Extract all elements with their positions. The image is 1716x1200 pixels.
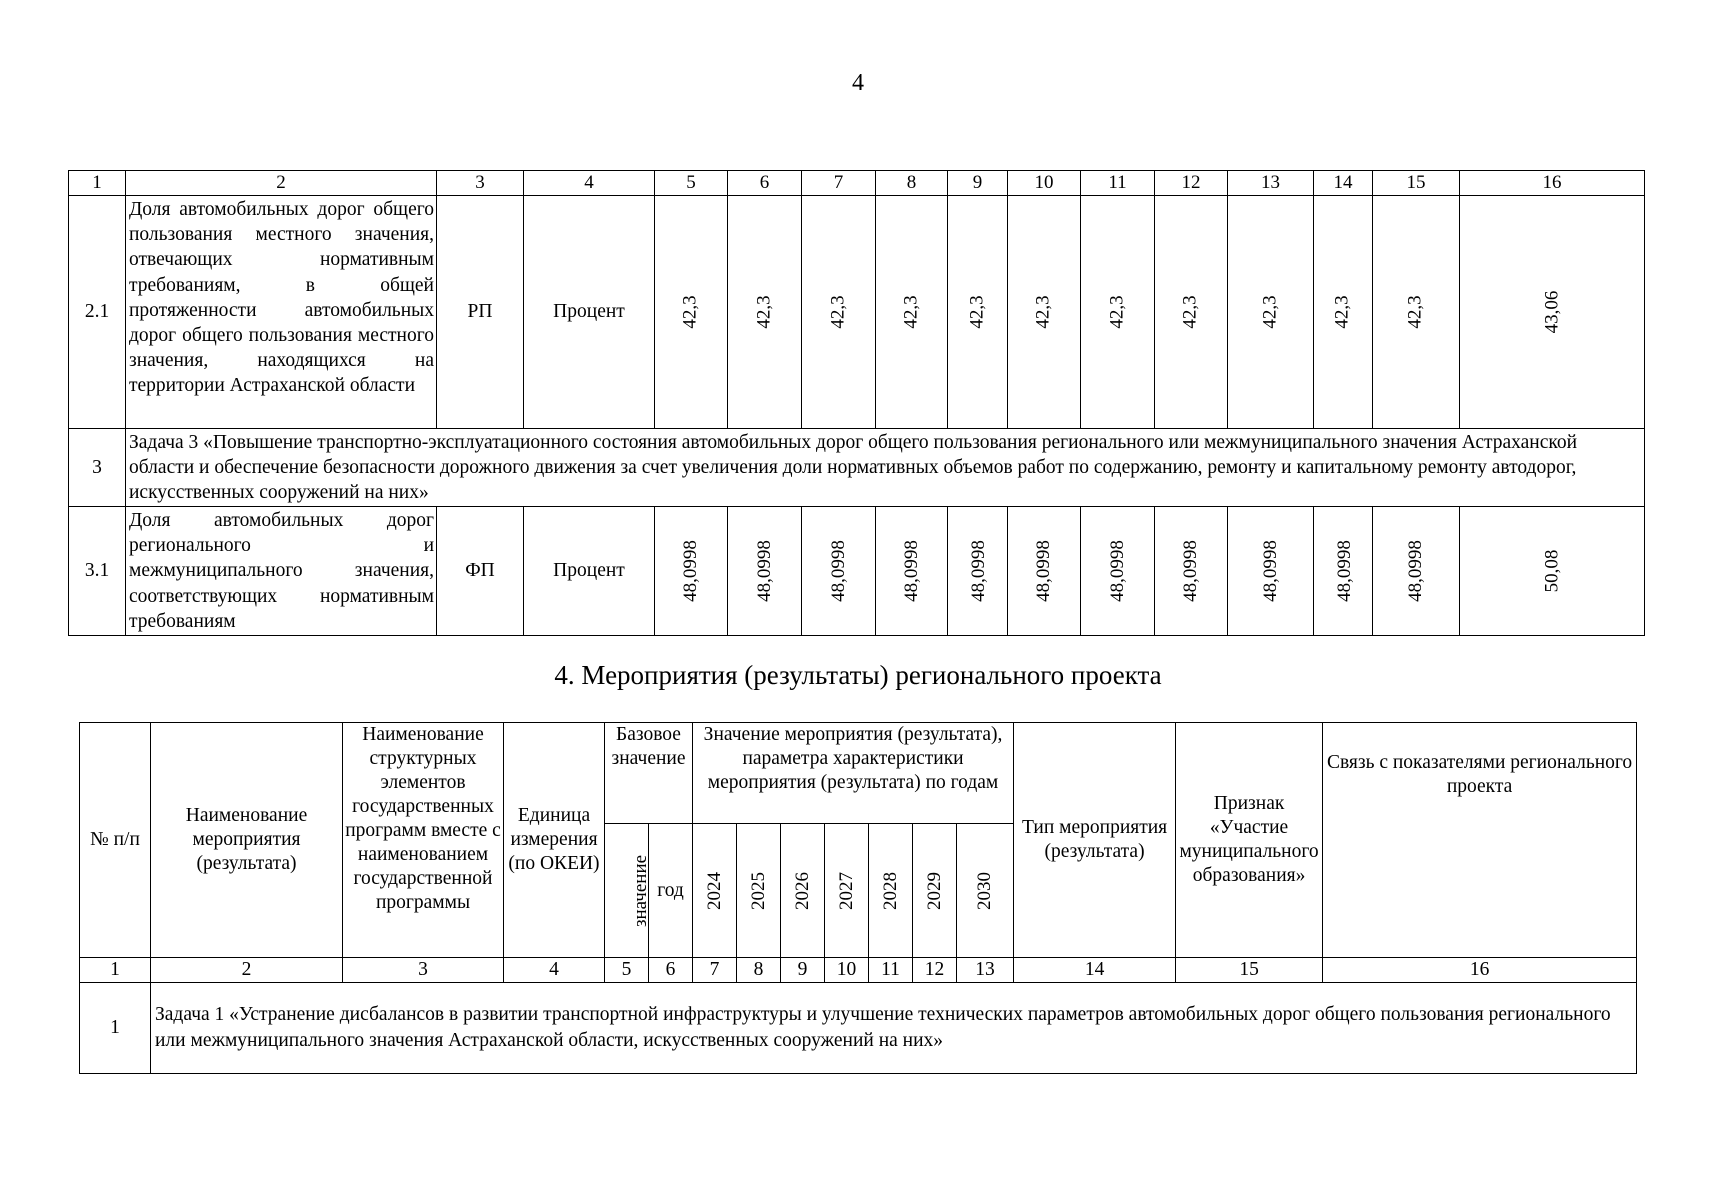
- value-text: 43,06: [1541, 290, 1562, 334]
- value-text: 48,0998: [967, 540, 989, 602]
- measures-table: [79, 722, 1637, 1074]
- header-year: [825, 824, 869, 958]
- value-cell: [948, 507, 1008, 636]
- col-index: 8: [737, 958, 781, 983]
- header-base-year: год: [649, 824, 693, 958]
- value-cell: [1228, 507, 1314, 636]
- task-description: Задача 3 «Повышение транспортно-эксплуатационного состояния автомобильных дорог общего пользования регионального или межмуниципального значения Астраханской области и обеспечение безопасности дорожного движения за счет увеличения доли нормативных объемов работ по содержанию, ремонту и капитальному ремонту автодорог, искусственных сооружений на них»: [126, 429, 1645, 507]
- value-text: 42,3: [1106, 295, 1128, 329]
- col-index: 4: [504, 958, 605, 983]
- value-cell: [1314, 507, 1373, 636]
- header-year-text: 2030: [974, 871, 996, 910]
- value-text: 42,3: [966, 295, 988, 329]
- value-cell: [802, 196, 876, 429]
- value-cell: [1155, 196, 1228, 429]
- header-year: [693, 824, 737, 958]
- value-cell: [1008, 507, 1081, 636]
- col-index: 15: [1373, 171, 1460, 196]
- header-unit: Единица измерения (по ОКЕИ): [504, 723, 605, 958]
- value-text: 48,0998: [1259, 540, 1281, 602]
- value-cell: [1373, 507, 1460, 636]
- col-index: 10: [1008, 171, 1081, 196]
- value-text: 42,3: [1259, 295, 1281, 329]
- col-index: 2: [151, 958, 343, 983]
- indicator-unit: Процент: [524, 196, 655, 429]
- value-text: 48,0998: [900, 540, 922, 602]
- page-number: 4: [852, 70, 864, 96]
- value-text: 42,3: [1033, 295, 1054, 329]
- value-text: 42,3: [1405, 295, 1426, 329]
- value-text: 48,0998: [1033, 540, 1054, 602]
- section-title: 4. Мероприятия (результаты) регионального проекта: [554, 660, 1162, 690]
- col-index: 5: [655, 171, 728, 196]
- header-row-1: [80, 723, 1637, 824]
- value-text: 48,0998: [753, 540, 775, 602]
- row-number: 3.1: [69, 507, 126, 636]
- value-cell: [876, 196, 948, 429]
- indicator-level: ФП: [437, 507, 524, 636]
- col-index: 10: [825, 958, 869, 983]
- header-year-text: 2024: [703, 871, 725, 910]
- table-header-row: [69, 171, 1645, 196]
- header-link: Связь с показателями регионального проекта: [1323, 723, 1637, 958]
- header-year: [957, 824, 1014, 958]
- header-name: Наименование мероприятия (результата): [151, 723, 343, 958]
- header-year: [737, 824, 781, 958]
- header-base: Базовое значение: [605, 723, 693, 824]
- value-cell: [1460, 507, 1645, 636]
- col-index: 6: [649, 958, 693, 983]
- value-text: 42,3: [900, 295, 922, 329]
- value-cell: [948, 196, 1008, 429]
- col-index: 13: [957, 958, 1014, 983]
- value-cell: [1081, 196, 1155, 429]
- value-cell: [1460, 196, 1645, 429]
- value-cell: [728, 196, 802, 429]
- col-index: 16: [1323, 958, 1637, 983]
- col-index: 15: [1176, 958, 1323, 983]
- col-index: 3: [437, 171, 524, 196]
- col-index: 13: [1228, 171, 1314, 196]
- header-year: [869, 824, 913, 958]
- col-index: 2: [126, 171, 437, 196]
- header-values-group: Значение мероприятия (результата), параметра характеристики мероприятия (результата) по годам: [693, 723, 1014, 824]
- value-text: 48,0998: [827, 540, 849, 602]
- col-index: 1: [80, 958, 151, 983]
- header-num: № п/п: [80, 723, 151, 958]
- header-base-value: [605, 824, 652, 958]
- header-year-text: 2026: [791, 871, 813, 910]
- header-year: [781, 824, 825, 958]
- value-cell: [1081, 507, 1155, 636]
- col-index: 1: [69, 171, 126, 196]
- header-base-value-text: значение: [630, 854, 652, 927]
- col-index: 12: [913, 958, 957, 983]
- header-year: [913, 824, 957, 958]
- col-index: 6: [728, 171, 802, 196]
- table-row-3-1: [69, 507, 1645, 636]
- value-text: 48,0998: [1333, 540, 1355, 602]
- task-row-1: [80, 983, 1637, 1074]
- value-cell: [1155, 507, 1228, 636]
- value-cell: [728, 507, 802, 636]
- col-index: 3: [343, 958, 504, 983]
- header-year-text: 2027: [835, 871, 857, 910]
- col-index: 9: [781, 958, 825, 983]
- header-year-text: 2029: [923, 871, 945, 910]
- indicator-name: Доля автомобильных дорог регионального и межмуниципального значения, соответствующих нормативным требованиям: [126, 507, 437, 636]
- value-text: 50,08: [1541, 549, 1562, 593]
- value-text: 42,3: [680, 295, 701, 329]
- value-cell: [1008, 196, 1081, 429]
- col-index: 12: [1155, 171, 1228, 196]
- col-index: 9: [948, 171, 1008, 196]
- header-type: Тип мероприятия (результата): [1014, 723, 1176, 958]
- header-elements: Наименование структурных элементов государственных программ вместе с наименованием государственной программы: [343, 723, 504, 958]
- value-text: 48,0998: [1405, 540, 1426, 602]
- col-index: 8: [876, 171, 948, 196]
- task-description: Задача 1 «Устранение дисбалансов в развитии транспортной инфраструктуры и улучшение технических параметров автомобильных дорог общего пользования регионального или межмуниципального значения Астраханской области, искусственных сооружений на них»: [151, 983, 1637, 1074]
- value-cell: [1314, 196, 1373, 429]
- col-index: 14: [1314, 171, 1373, 196]
- row-number: 1: [80, 983, 151, 1074]
- indicator-name: Доля автомобильных дорог общего пользования местного значения, отвечающих нормативным требованиям, в общей протяженности автомобильных дорог общего пользования местного значения, находящихся на территории Астраханской области: [126, 196, 437, 429]
- col-index: 5: [605, 958, 649, 983]
- row-number: 3: [69, 429, 126, 507]
- header-flag: Признак «Участие муниципального образования»: [1176, 723, 1323, 958]
- value-cell: [655, 196, 728, 429]
- col-index: 7: [693, 958, 737, 983]
- indicator-unit: Процент: [524, 507, 655, 636]
- value-text: 48,0998: [680, 540, 701, 602]
- value-text: 48,0998: [1180, 540, 1201, 602]
- value-cell: [1228, 196, 1314, 429]
- col-index: 11: [869, 958, 913, 983]
- value-cell: [655, 507, 728, 636]
- table-row-3: [69, 429, 1645, 507]
- col-index: 16: [1460, 171, 1645, 196]
- value-text: 42,3: [827, 295, 849, 329]
- indicator-level: РП: [437, 196, 524, 429]
- header-year-text: 2028: [879, 871, 901, 910]
- col-index: 4: [524, 171, 655, 196]
- header-year-text: 2025: [747, 871, 769, 910]
- value-text: 42,3: [1180, 295, 1201, 329]
- col-index: 7: [802, 171, 876, 196]
- col-index: 11: [1081, 171, 1155, 196]
- value-text: 42,3: [1332, 295, 1353, 329]
- row-number: 2.1: [69, 196, 126, 429]
- table-row-2-1: [69, 196, 1645, 429]
- value-cell: [876, 507, 948, 636]
- value-text: 42,3: [753, 295, 775, 329]
- value-text: 48,0998: [1106, 540, 1128, 602]
- index-row: [80, 958, 1637, 983]
- value-cell: [802, 507, 876, 636]
- indicators-table: [68, 170, 1645, 636]
- col-index: 14: [1014, 958, 1176, 983]
- value-cell: [1373, 196, 1460, 429]
